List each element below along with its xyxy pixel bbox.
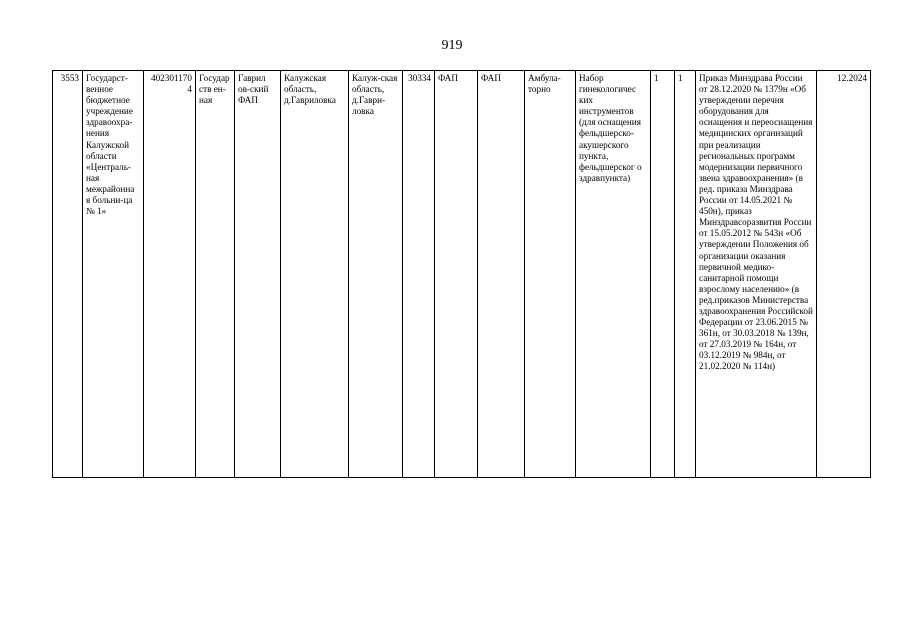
equipment-cell: Набор гинекологичес ких инструментов (для оснащения фельдшерско-акушерского пункта, фельдшерског о здравпункта) (576, 71, 651, 478)
institution-cell: Государст-венное бюджетное учреждение здравоохра-нения Калужской области «Централь-ная межрайонна я больни-ца № 1» (83, 71, 144, 478)
ownership-cell: Государств ен-ная (196, 71, 235, 478)
date-cell: 12.2024 (817, 71, 871, 478)
inn-cell: 4023011704 (144, 71, 196, 478)
basis-cell: Приказ Минздрава России от 28.12.2020 № 1379н «Об утверждении перечня оборудования для оснащения и переоснащения медицинских организаций при реализации региональных программ модернизации первичного звена здравоохранения» (в ред. приказа Минздрава России от 14.05.2021 № 450н), приказ Минздравсоразвития России от 15.05.2012 № 543н «Об утверждении Положения об организации оказания первичной медико-санитарной помощи взрослому населению» (в ред.приказов Министерства здравоохранения Российской Федерации от 23.06.2015 № 361н, от 30.03.2018 № 139н, от 27.03.2019 № 164н, от 03.12.2019 № 984н, от 21.02.2020 № 114н) (696, 71, 817, 478)
address-cell: Калужская область, д.Гавриловка (281, 71, 349, 478)
row-number-cell: 3553 (53, 71, 83, 478)
quantity1-cell: 1 (651, 71, 675, 478)
type2-cell: ФАП (478, 71, 525, 478)
page-number: 919 (441, 38, 463, 53)
quantity2-cell: 1 (675, 71, 696, 478)
table-row (53, 71, 871, 478)
code-cell: 30334 (403, 71, 435, 478)
region-cell: Калуж-ская область, д.Гаври-ловка (349, 71, 403, 478)
unit-cell: Гаврил ов-ский ФАП (235, 71, 281, 478)
registry-table (52, 70, 871, 478)
care-cell: Амбула-торно (525, 71, 576, 478)
type1-cell: ФАП (435, 71, 478, 478)
